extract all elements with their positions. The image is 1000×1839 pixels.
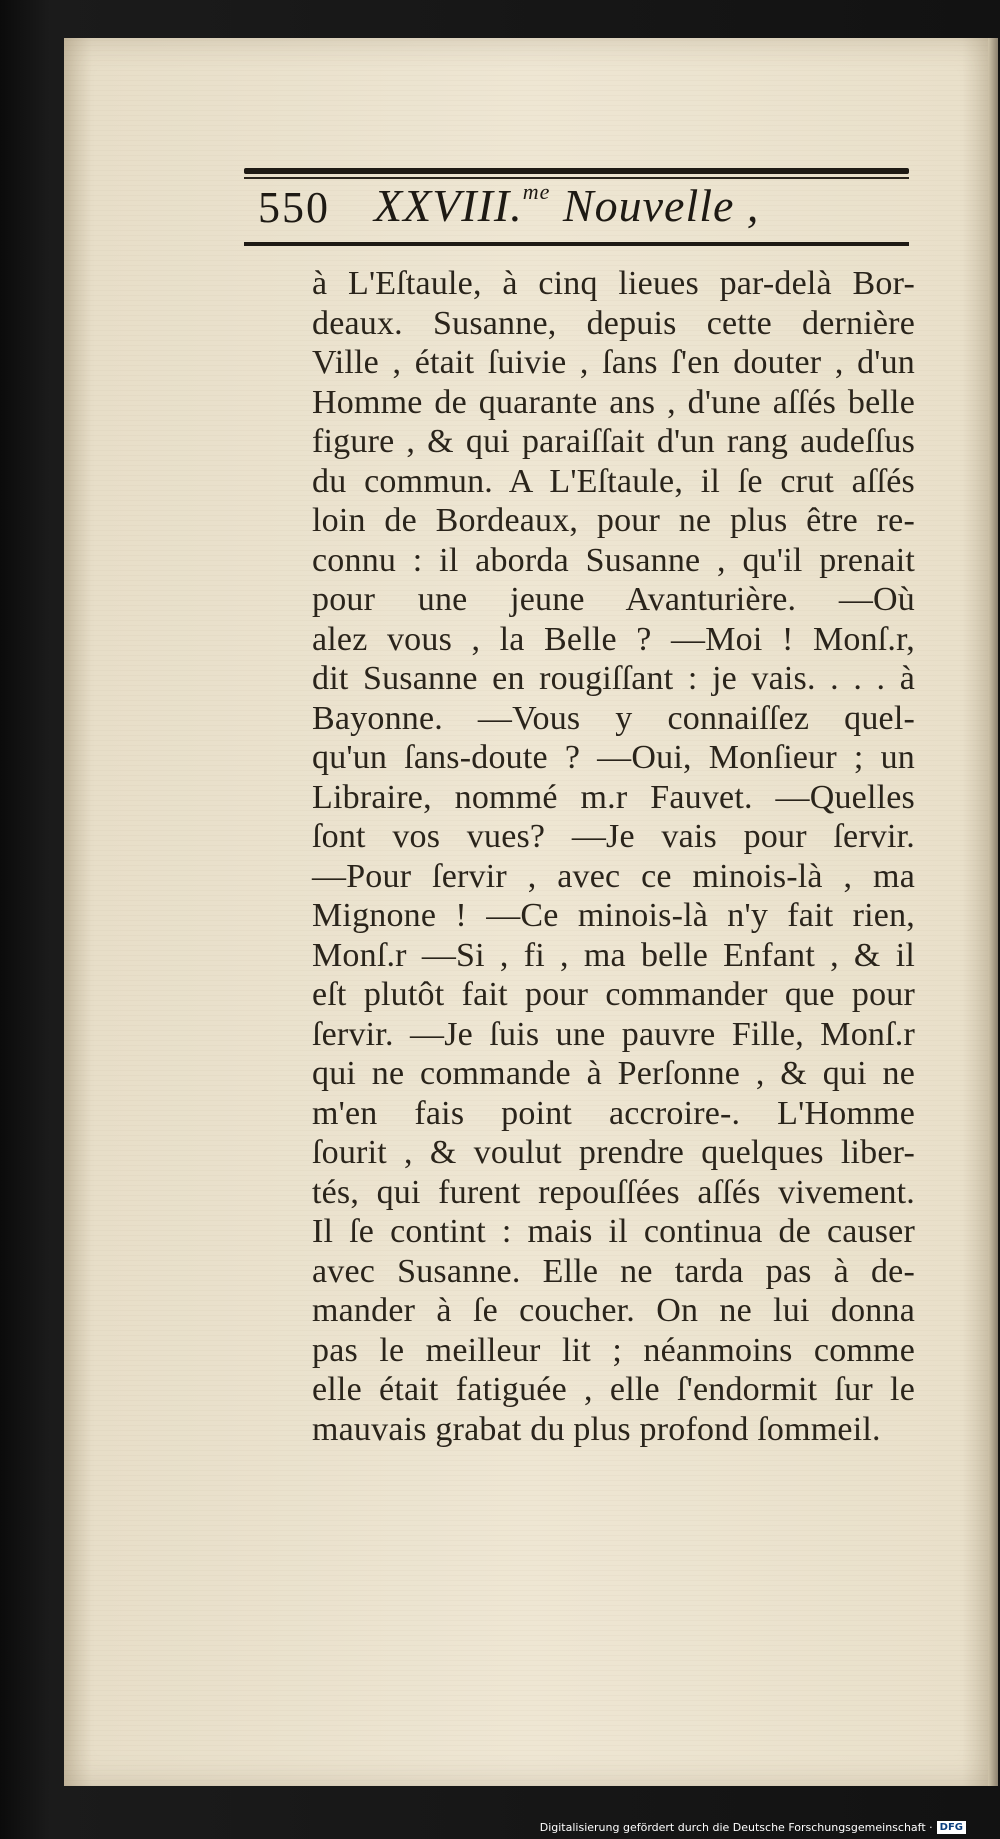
text-line: ſourit , & voulut prendre quelques liber- — [312, 1134, 915, 1171]
text-line: pour une jeune Avanturière. —Où — [312, 581, 915, 618]
text-line: Ville , était ſuivie , ſans ſ'en douter , d'un — [312, 344, 915, 381]
credit-text: Digitalisierung gefördert durch die Deutsche Forschungsgemeinschaft · — [539, 1820, 933, 1834]
text-line: loin de Bordeaux, pour ne plus être re- — [312, 502, 915, 539]
text-line: qui ne commande à Perſonne , & qui ne — [312, 1055, 915, 1092]
text-line: elle était fatiguée , elle ſ'endormit ſur le — [312, 1371, 915, 1408]
page-edge — [988, 38, 998, 1786]
text-line: m'en fais point accroire-. L'Homme — [312, 1094, 915, 1132]
header-rule-thick — [244, 168, 909, 174]
running-head — [244, 132, 909, 260]
page-number: 550 — [258, 183, 330, 232]
text-line: mander à ſe coucher. On ne lui donna — [312, 1292, 915, 1329]
dfg-logo: DFG — [937, 1821, 966, 1834]
text-line: pas le meilleur lit ; néanmoins comme — [312, 1331, 915, 1369]
text-line: eſt plutôt fait pour commander que pour — [312, 976, 915, 1013]
chapter-title — [374, 179, 759, 232]
text-line: deaux. Susanne, depuis cette dernière — [312, 304, 915, 342]
text-line: dit Susanne en rougiſſant : je vais. . . . à — [312, 660, 915, 697]
text-line: figure , & qui paraiſſait d'un rang audeſſus — [312, 423, 915, 460]
text-line: à L'Eſtaule, à cinq lieues par-delà Bor- — [312, 265, 915, 302]
text-line: Il ſe contint : mais il continua de causer — [312, 1213, 915, 1250]
text-line: connu : il aborda Susanne , qu'il prenait — [312, 541, 915, 579]
header-rule-bottom — [244, 242, 909, 246]
chapter-title-suffix: Nouvelle , — [550, 180, 760, 231]
body-text — [312, 264, 915, 1449]
text-line: ſont vos vues? —Je vais pour ſervir. — [312, 818, 915, 855]
text-line: mauvais grabat du plus profond ſommeil. — [312, 1410, 881, 1448]
text-line: ſervir. —Je ſuis une pauvre Fille, Monſ.r — [312, 1015, 915, 1053]
text-line: avec Susanne. Elle ne tarda pas à de- — [312, 1252, 915, 1290]
text-line: Monſ.r —Si , fi , ma belle Enfant , & il — [312, 936, 915, 974]
text-line: Mignone ! —Ce minois-là n'y fait rien, — [312, 897, 915, 934]
text-line: tés, qui furent repouſſées aſſés vivement. — [312, 1173, 915, 1211]
text-line: —Pour ſervir , avec ce minois-là , ma — [312, 857, 915, 895]
text-line: Libraire, nommé m.r Fauvet. —Quelles — [312, 778, 915, 816]
chapter-title-prefix: XXVIII. — [374, 180, 523, 231]
text-line: alez vous , la Belle ? —Moi ! Monſ.r, — [312, 620, 915, 658]
digitization-credit — [540, 1818, 966, 1836]
text-line: Bayonne. —Vous y connaiſſez quel- — [312, 699, 915, 737]
text-line: du commun. A L'Eſtaule, il ſe crut aſſés — [312, 462, 915, 500]
text-line: qu'un ſans-doute ? —Oui, Monſieur ; un — [312, 739, 915, 776]
chapter-title-superscript: me — [522, 179, 551, 204]
text-line: Homme de quarante ans , d'une aſſés belle — [312, 383, 915, 421]
